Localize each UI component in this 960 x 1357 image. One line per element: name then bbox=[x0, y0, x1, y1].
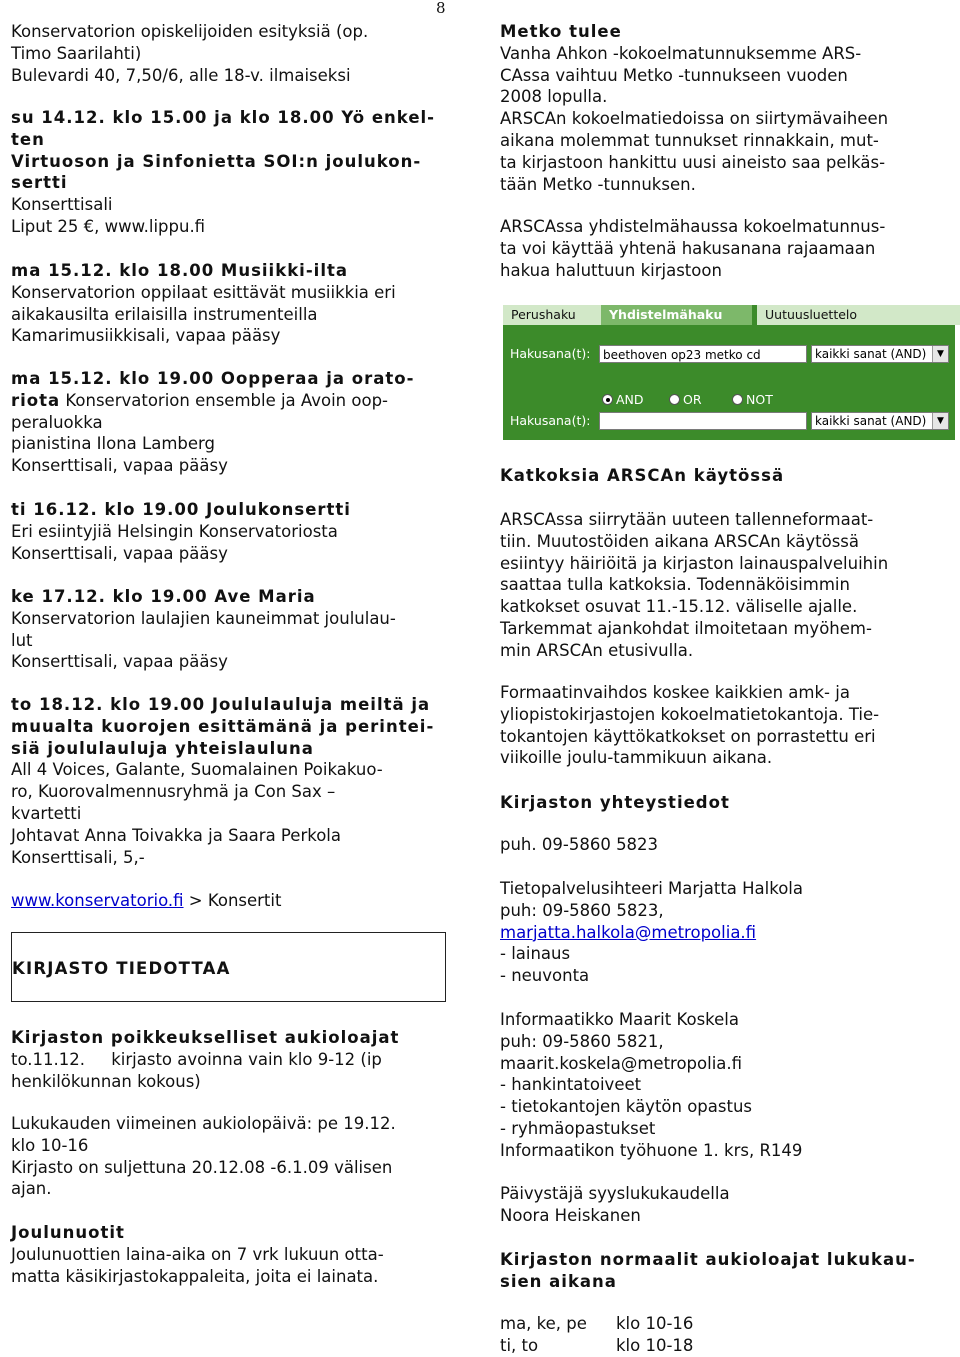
text-line: Formaatinvaihdos koskee kaikkien amk- ja bbox=[500, 683, 850, 702]
opening-hours-table bbox=[500, 1313, 955, 1357]
metko-yhdistelma bbox=[500, 216, 955, 281]
section-title: KIRJASTO TIEDOTTAA bbox=[12, 959, 231, 978]
text-line: Informaatikon työhuone 1. krs, R149 bbox=[500, 1140, 803, 1160]
search-term-label-2: Hakusana(t): bbox=[510, 413, 591, 428]
contact-halkola bbox=[500, 878, 955, 987]
tab-perushaku[interactable]: Perushaku bbox=[503, 305, 609, 325]
operator-select-2[interactable] bbox=[811, 412, 949, 430]
text-line: aikakausilta erilaisilla instrumenteilla bbox=[11, 304, 318, 324]
text-line: puh: 09-5860 5821, bbox=[500, 1031, 664, 1051]
text-line: Konservatorion opiskelijoiden esityksiä (op. bbox=[11, 22, 369, 41]
text-line: Johtavat Anna Toivakka ja Saara Perkola bbox=[11, 825, 341, 845]
radio-or[interactable] bbox=[669, 392, 702, 407]
text-line: ta kirjastoon hankittu uusi aineisto saa pelkäs- bbox=[500, 152, 886, 172]
konservatorio-link[interactable]: www.konservatorio.fi bbox=[11, 891, 184, 910]
text-line: klo 10-16 bbox=[11, 1135, 89, 1155]
metko-section bbox=[500, 21, 955, 195]
radio-label: NOT bbox=[746, 392, 773, 407]
operator-select-value: kaikki sanat (AND) bbox=[815, 414, 927, 428]
event-heading: ten bbox=[11, 129, 45, 149]
text-line: Konserttisali, 5,- bbox=[11, 847, 145, 867]
text-line: ARSCAssa siirrytään uuteen tallenneformaat- bbox=[500, 510, 874, 529]
radio-icon bbox=[669, 394, 680, 405]
radio-and[interactable] bbox=[602, 392, 644, 407]
poikkeus-aukioloajat bbox=[11, 1027, 456, 1092]
hours-row bbox=[500, 1313, 955, 1335]
text-line: aikana molemmat tunnukset rinnakkain, mut- bbox=[500, 130, 879, 150]
section-heading: Kirjaston yhteystiedot bbox=[500, 793, 730, 812]
text-line: - lainaus bbox=[500, 944, 571, 964]
search-term-input-2[interactable] bbox=[599, 412, 807, 430]
text-line: Tietopalvelusihteeri Marjatta Halkola bbox=[500, 879, 804, 898]
radio-not[interactable] bbox=[732, 392, 773, 407]
hours-time: klo 10-16 bbox=[616, 1314, 694, 1333]
text-line: - hankintatoiveet bbox=[500, 1075, 642, 1095]
phone-line bbox=[500, 834, 955, 856]
text-line: All 4 Voices, Galante, Suomalainen Poikakuo- bbox=[11, 760, 383, 780]
text-line: hakua haluttuun kirjastoon bbox=[500, 260, 722, 280]
operator-select[interactable] bbox=[811, 345, 949, 363]
link-suffix: > Konsertit bbox=[183, 891, 282, 910]
event-heading: Virtuoson ja Sinfonietta SOI:n joulukon- bbox=[11, 151, 422, 171]
hours-days: ti, to bbox=[500, 1336, 539, 1355]
text-line: Joulunuottien laina-aika on 7 vrk lukuun otta- bbox=[11, 1244, 384, 1264]
normaalit-aukioloajat bbox=[500, 1249, 955, 1293]
text-line: esiintyy häiriöitä ja kirjaston lainauspalveluihin bbox=[500, 553, 889, 573]
text-line: Konservatorion oppilaat esittävät musiikkia eri bbox=[11, 282, 396, 302]
text-line: Vanha Ahkon -kokoelmatunnuksemme ARS- bbox=[500, 43, 862, 63]
text-line: ARSCAssa yhdistelmähaussa kokoelmatunnus- bbox=[500, 217, 886, 236]
text-line: to.11.12. kirjasto avoinna vain klo 9-12 (ip bbox=[11, 1049, 382, 1069]
radio-label: AND bbox=[616, 392, 644, 407]
text-line: Konserttisali, vapaa pääsy bbox=[11, 456, 228, 476]
event-joulukonsertti bbox=[11, 499, 456, 564]
event-musiikki-ilta bbox=[11, 260, 456, 347]
text-line: matta käsikirjastokappaleita, joita ei lainata. bbox=[11, 1266, 379, 1286]
text-line: Timo Saarilahti) bbox=[11, 43, 142, 63]
section-heading: Kirjaston poikkeukselliset aukioloajat bbox=[11, 1028, 400, 1047]
chevron-down-icon: ▼ bbox=[932, 346, 948, 362]
event-yo-enkelten bbox=[11, 107, 456, 238]
text-line: - neuvonta bbox=[500, 966, 590, 986]
event-oopperaa bbox=[11, 368, 456, 477]
section-heading: Joulunuotit bbox=[11, 1223, 125, 1242]
text-line: tokantojen käyttökatkokset on porrastettu eri bbox=[500, 726, 876, 746]
text-line: Lukukauden viimeinen aukiolopäivä: pe 19.12. bbox=[11, 1114, 396, 1133]
text-line: kvartetti bbox=[11, 803, 82, 823]
event-heading: sertti bbox=[11, 173, 68, 193]
text-line: - tietokantojen käytön opastus bbox=[500, 1097, 753, 1117]
event-heading: ma 15.12. klo 19.00 Oopperaa ja orato- bbox=[11, 369, 415, 388]
event-opiskelijat bbox=[11, 21, 456, 86]
chevron-down-icon: ▼ bbox=[932, 413, 948, 429]
text-line: yliopistokirjastojen kokoelmatietokantoja. Tie- bbox=[500, 704, 880, 724]
hours-days: ma, ke, pe bbox=[500, 1314, 587, 1333]
text-line: ro, Kuorovalmennusryhmä ja Con Sax – bbox=[11, 782, 336, 802]
text-line: Bulevardi 40, 7,50/6, alle 18-v. ilmaiseksi bbox=[11, 65, 351, 85]
katkoksia-heading-block bbox=[500, 465, 955, 487]
text-line: henkilökunnan kokous) bbox=[11, 1071, 201, 1091]
text-line: ajan. bbox=[11, 1179, 52, 1199]
page-number: 8 bbox=[436, 0, 446, 17]
text-line: CAssa vaihtuu Metko -tunnukseen vuoden bbox=[500, 65, 848, 85]
text-line: min ARSCAn etusivulla. bbox=[500, 640, 694, 660]
text-line: Konserttisali, vapaa pääsy bbox=[11, 543, 228, 563]
text-line: Noora Heiskanen bbox=[500, 1205, 641, 1225]
yhteystiedot-heading-block bbox=[500, 792, 955, 814]
text-line: ta voi käyttää yhtenä hakusanana rajaamaan bbox=[500, 238, 876, 258]
halkola-email-link[interactable]: marjatta.halkola@metropolia.fi bbox=[500, 922, 757, 942]
event-heading: ti 16.12. klo 19.00 Joulukonsertti bbox=[11, 500, 351, 519]
text-line: Konservatorion laulajien kauneimmat joululau- bbox=[11, 608, 396, 628]
konsertit-link-line bbox=[11, 890, 456, 912]
radio-icon bbox=[732, 394, 743, 405]
operator-select-value: kaikki sanat (AND) bbox=[815, 347, 927, 361]
text-line: puh. 09-5860 5823 bbox=[500, 835, 659, 854]
text-line: Konserttisali, vapaa pääsy bbox=[11, 652, 228, 672]
text-line: viikoille joulu-tammikuun aikana. bbox=[500, 748, 773, 768]
tab-yhdistelmahaku[interactable]: Yhdistelmähaku bbox=[601, 305, 752, 325]
section-heading: sien aikana bbox=[500, 1271, 617, 1291]
radio-selected-icon bbox=[602, 394, 613, 405]
text-line: Konservatorion ensemble ja Avoin oop- bbox=[60, 390, 388, 410]
tab-uutuusluettelo[interactable]: Uutuusluettelo bbox=[757, 305, 960, 325]
text-line: 2008 lopulla. bbox=[500, 87, 608, 107]
text-line: - ryhmäopastukset bbox=[500, 1118, 656, 1138]
event-joululauluja bbox=[11, 694, 456, 868]
text-line: Tarkemmat ajankohdat ilmoitetaan myöhem- bbox=[500, 618, 872, 638]
text-line: maarit.koskela@metropolia.fi bbox=[500, 1053, 743, 1073]
event-heading: su 14.12. klo 15.00 ja klo 18.00 Yö enkel- bbox=[11, 108, 436, 127]
text-line: tiin. Muutostöiden aikana ARSCAn käytössä bbox=[500, 531, 860, 551]
text-line: saattaa tulla katkoksia. Todennäköisimmin bbox=[500, 575, 850, 595]
kirjasto-tiedottaa-box bbox=[11, 932, 446, 1002]
text-line: tään Metko -tunnuksen. bbox=[500, 174, 696, 194]
text-line: peraluokka bbox=[11, 412, 103, 432]
katkoksia-2 bbox=[500, 682, 955, 769]
event-heading: ma 15.12. klo 18.00 Musiikki-ilta bbox=[11, 261, 349, 280]
text-line: Kamarimusiikkisali, vapaa pääsy bbox=[11, 326, 281, 346]
text-line: Konserttisali bbox=[11, 195, 113, 215]
search-term-input[interactable]: beethoven op23 metko cd bbox=[599, 345, 807, 363]
search-tabs bbox=[503, 305, 955, 325]
text-line: Kirjasto on suljettuna 20.12.08 -6.1.09 välisen bbox=[11, 1157, 393, 1177]
event-ave-maria bbox=[11, 586, 456, 673]
hours-time: klo 10-18 bbox=[616, 1336, 694, 1355]
text-line: Informaatikko Maarit Koskela bbox=[500, 1010, 739, 1029]
event-heading: riota bbox=[11, 390, 61, 410]
arsca-search-screenshot bbox=[503, 305, 955, 440]
text-line: Eri esiintyjiä Helsingin Konservatoriosta bbox=[11, 521, 338, 541]
text-line: katkokset osuvat 11.-15.12. väliselle ajalle. bbox=[500, 597, 858, 617]
katkoksia-1 bbox=[500, 509, 955, 662]
text-line: puh: 09-5860 5823, bbox=[500, 900, 664, 920]
joulunuotit bbox=[11, 1222, 456, 1287]
event-heading: muualta kuorojen esittämänä ja perintei- bbox=[11, 716, 435, 736]
paivystaja bbox=[500, 1183, 955, 1227]
contact-koskela bbox=[500, 1009, 955, 1162]
text-line: pianistina Ilona Lamberg bbox=[11, 434, 216, 454]
hours-row bbox=[500, 1335, 955, 1357]
text-line: lut bbox=[11, 630, 33, 650]
search-term-label: Hakusana(t): bbox=[510, 346, 591, 361]
event-heading: ke 17.12. klo 19.00 Ave Maria bbox=[11, 587, 316, 606]
event-heading: to 18.12. klo 19.00 Joululauluja meiltä ja bbox=[11, 695, 431, 714]
section-heading: Katkoksia ARSCAn käytössä bbox=[500, 466, 785, 485]
radio-label: OR bbox=[683, 392, 702, 407]
text-line: Päivystäjä syyslukukaudella bbox=[500, 1184, 730, 1203]
text-line: Liput 25 €, www.lippu.fi bbox=[11, 216, 206, 236]
section-heading: Kirjaston normaalit aukioloajat lukukau- bbox=[500, 1250, 916, 1269]
section-heading: Metko tulee bbox=[500, 22, 622, 41]
event-heading: siä joululauluja yhteislauluna bbox=[11, 738, 314, 758]
lukukausi-info bbox=[11, 1113, 456, 1200]
text-line: ARSCAn kokoelmatiedoissa on siirtymävaiheen bbox=[500, 109, 889, 129]
